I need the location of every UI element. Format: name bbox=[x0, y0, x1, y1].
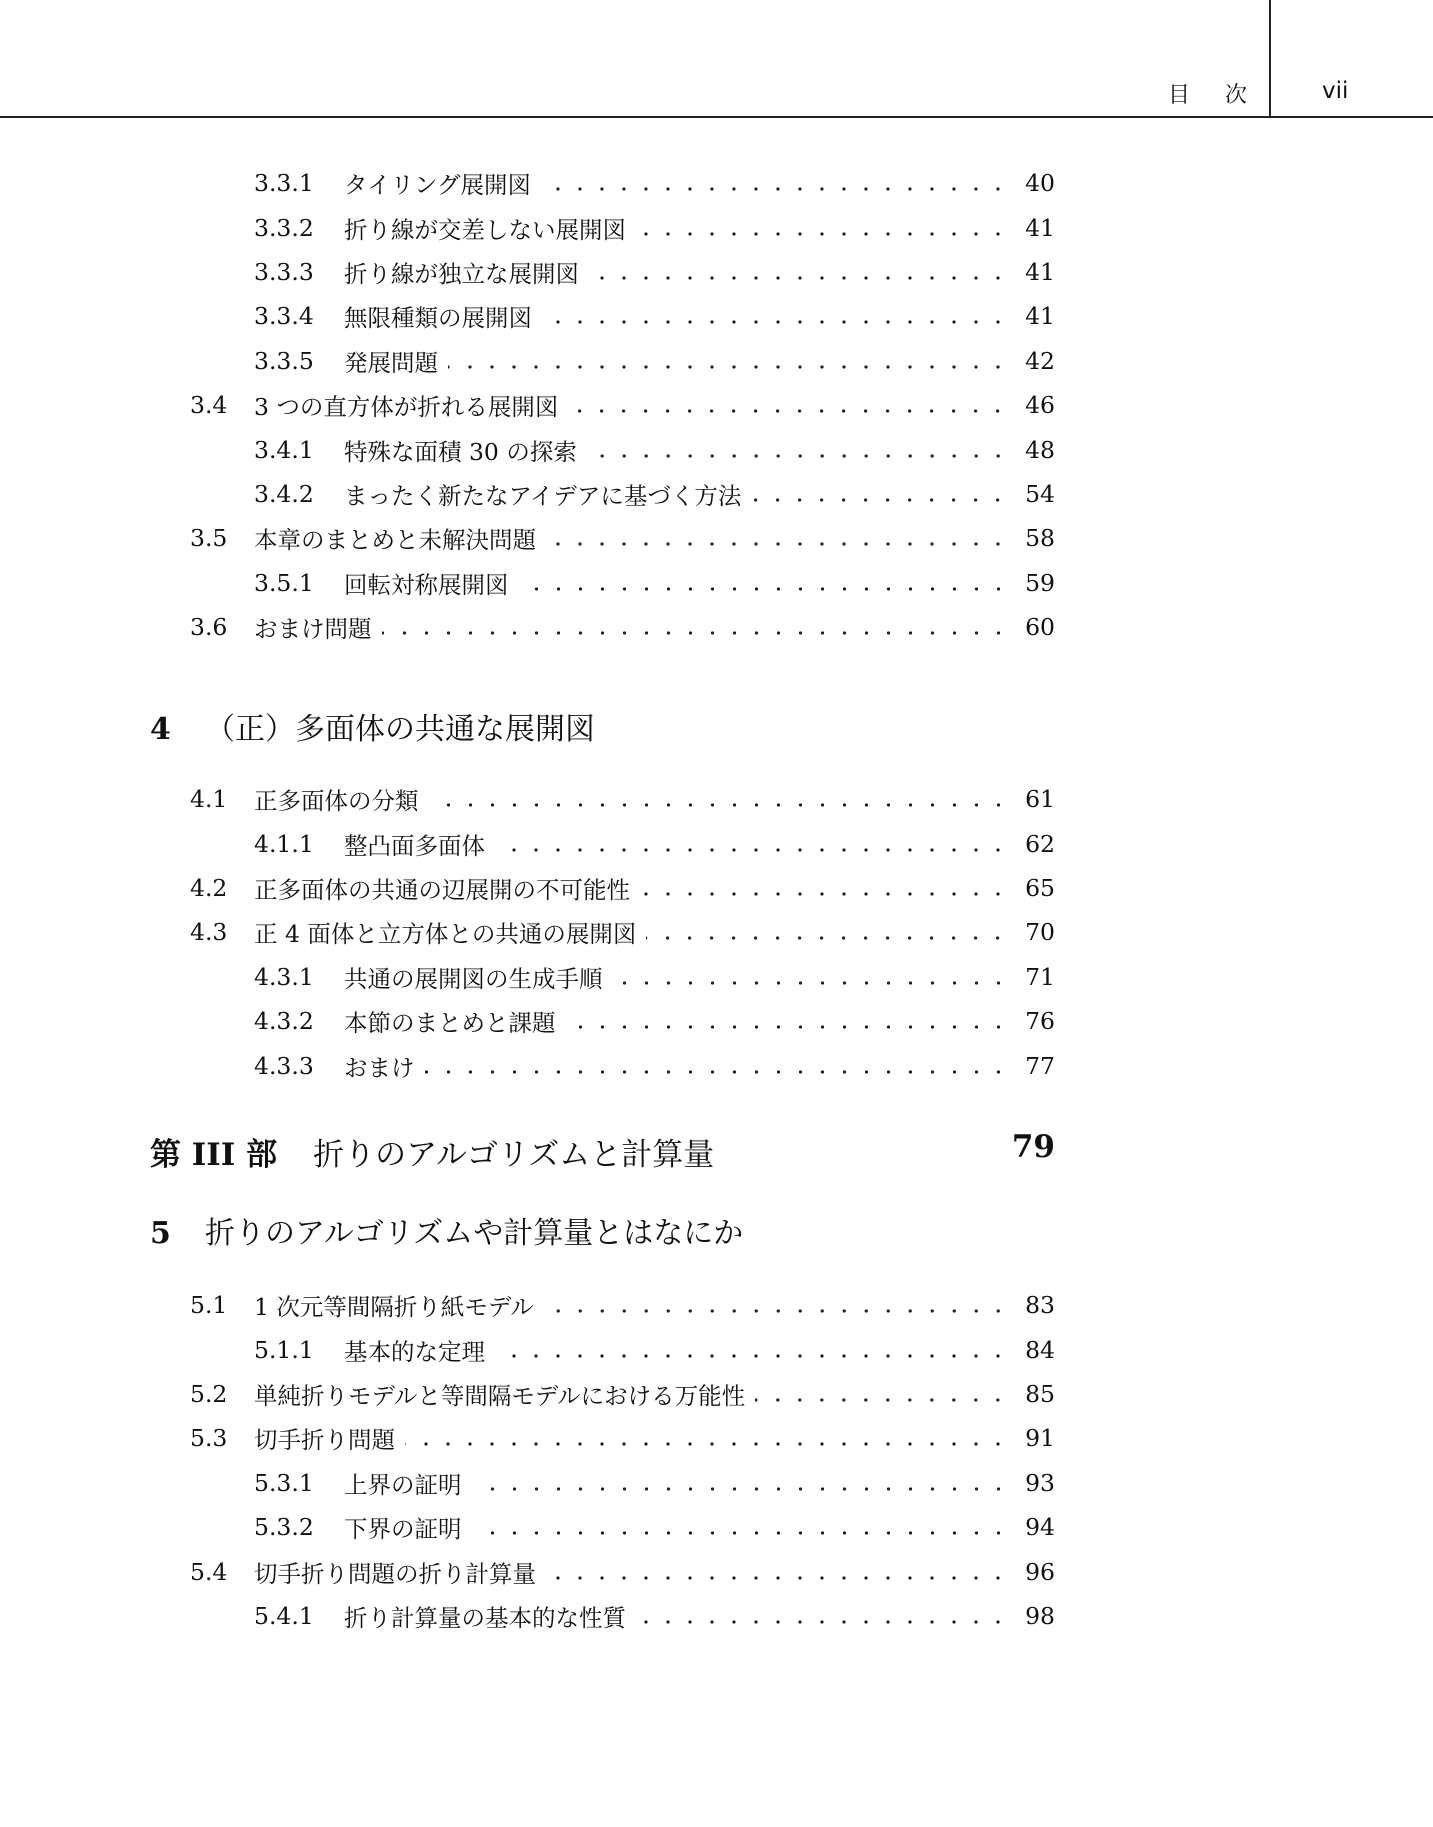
dot-leader bbox=[382, 631, 1010, 635]
toc-entry-page: 41 bbox=[1025, 302, 1055, 331]
toc-entry-page: 54 bbox=[1025, 479, 1055, 508]
toc-entry-page: 60 bbox=[1025, 613, 1055, 642]
toc-entry-number: 3.5.1 bbox=[254, 568, 314, 597]
toc-entry-page: 77 bbox=[1025, 1051, 1055, 1080]
dot-leader bbox=[425, 1070, 1010, 1074]
toc-entry-page: 65 bbox=[1025, 873, 1055, 902]
toc-group-chapter5 bbox=[150, 1283, 1055, 1638]
toc-entry-title: 発展問題 bbox=[344, 344, 444, 378]
toc-entry-number: 3.3.3 bbox=[254, 257, 314, 286]
dot-leader bbox=[405, 1442, 1009, 1446]
toc-entry-page: 61 bbox=[1025, 785, 1055, 814]
running-title: 目 次 bbox=[1168, 83, 1261, 108]
toc-entry[interactable] bbox=[150, 1594, 1055, 1638]
toc-entry-number: 3.5 bbox=[190, 524, 228, 553]
toc-entry[interactable] bbox=[150, 205, 1055, 249]
toc-entry[interactable] bbox=[150, 999, 1055, 1043]
toc-entry[interactable] bbox=[150, 561, 1055, 605]
toc-entry-title: 基本的な定理 bbox=[344, 1333, 491, 1367]
toc-entry-number: 5.1.1 bbox=[254, 1335, 314, 1364]
toc-entry-title: 本章のまとめと未解決問題 bbox=[254, 521, 542, 555]
toc-entry-number: 3.4.2 bbox=[254, 479, 314, 508]
dot-leader bbox=[472, 1487, 1010, 1491]
toc-group-chapter3 bbox=[150, 161, 1055, 649]
toc-entry[interactable] bbox=[150, 161, 1055, 205]
toc-entry[interactable] bbox=[150, 1461, 1055, 1505]
dot-leader bbox=[429, 803, 1010, 807]
toc-entry-title: 回転対称展開図 bbox=[344, 566, 515, 600]
toc-entry-number: 3.3.5 bbox=[254, 346, 314, 375]
toc-entry[interactable] bbox=[150, 516, 1055, 560]
chapter-heading-5 bbox=[150, 1208, 743, 1252]
dot-leader bbox=[495, 848, 1009, 852]
chapter-heading-4 bbox=[150, 704, 595, 748]
part-page: 79 bbox=[1011, 1129, 1055, 1165]
toc-entry[interactable] bbox=[150, 1505, 1055, 1549]
dot-leader bbox=[636, 1620, 1009, 1624]
toc-entry-title: 上界の証明 bbox=[344, 1466, 468, 1500]
dot-leader bbox=[568, 409, 1009, 413]
toc-entry[interactable] bbox=[150, 866, 1055, 910]
toc-entry-page: 85 bbox=[1025, 1379, 1055, 1408]
toc-entry[interactable] bbox=[150, 383, 1055, 427]
toc-entry-number: 5.3 bbox=[190, 1424, 228, 1453]
dot-leader bbox=[495, 1354, 1009, 1358]
toc-entry-page: 96 bbox=[1025, 1557, 1055, 1586]
toc-entry[interactable] bbox=[150, 294, 1055, 338]
part-heading-3 bbox=[150, 1129, 1055, 1174]
part-label: 第 III 部 bbox=[150, 1137, 278, 1173]
toc-entry[interactable] bbox=[150, 339, 1055, 383]
toc-entry[interactable] bbox=[150, 910, 1055, 954]
toc-entry-number: 5.3.2 bbox=[254, 1513, 314, 1542]
dot-leader bbox=[587, 454, 1009, 458]
toc-entry-title: 正多面体の共通の辺展開の不可能性 bbox=[254, 871, 636, 905]
dot-leader bbox=[751, 498, 1009, 502]
toc-entry[interactable] bbox=[150, 821, 1055, 865]
toc-entry-title: 折り線が独立な展開図 bbox=[344, 255, 585, 289]
dot-leader bbox=[636, 232, 1009, 236]
toc-entry-page: 84 bbox=[1025, 1335, 1055, 1364]
toc-entry-title: 切手折り問題の折り計算量 bbox=[254, 1555, 542, 1589]
toc-group-chapter4 bbox=[150, 777, 1055, 1088]
toc-entry[interactable] bbox=[150, 1416, 1055, 1460]
toc-entry-title: 折り計算量の基本的な性質 bbox=[344, 1599, 632, 1633]
dot-leader bbox=[544, 1309, 1009, 1313]
dot-leader bbox=[640, 892, 1009, 896]
toc-entry-title: おまけ bbox=[344, 1049, 421, 1083]
toc-entry[interactable] bbox=[150, 250, 1055, 294]
toc-entry-title: 特殊な面積 30 の探索 bbox=[344, 433, 583, 467]
toc-entry-title: 1 次元等間隔折り紙モデル bbox=[254, 1288, 540, 1322]
toc-entry-title: おまけ問題 bbox=[254, 610, 378, 644]
toc-entry-title: まったく新たなアイデアに基づく方法 bbox=[344, 477, 747, 511]
toc-entry-number: 5.2 bbox=[190, 1379, 228, 1408]
dot-leader bbox=[448, 365, 1009, 369]
toc-entry-number: 3.3.2 bbox=[254, 213, 314, 242]
toc-entry[interactable] bbox=[150, 955, 1055, 999]
toc-entry-number: 4.3.1 bbox=[254, 962, 314, 991]
toc-entry-number: 3.4 bbox=[190, 391, 228, 420]
toc-entry-page: 91 bbox=[1025, 1424, 1055, 1453]
toc-entry-number: 3.3.4 bbox=[254, 302, 314, 331]
toc-entry-number: 5.4 bbox=[190, 1557, 228, 1586]
toc-entry[interactable] bbox=[150, 1549, 1055, 1593]
toc-entry-number: 4.2 bbox=[190, 873, 228, 902]
dot-leader bbox=[542, 320, 1009, 324]
toc-entry-number: 3.3.1 bbox=[254, 169, 314, 198]
toc-entry-number: 5.3.1 bbox=[254, 1468, 314, 1497]
toc-entry-title: 無限種類の展開図 bbox=[344, 299, 538, 333]
toc-entry-number: 4.3.2 bbox=[254, 1007, 314, 1036]
toc-entry-page: 58 bbox=[1025, 524, 1055, 553]
toc-entry-title: 下界の証明 bbox=[344, 1510, 468, 1544]
toc-entry-page: 41 bbox=[1025, 257, 1055, 286]
dot-leader bbox=[546, 542, 1009, 546]
toc-entry-title: 折り線が交差しない展開図 bbox=[344, 211, 632, 245]
toc-entry-page: 41 bbox=[1025, 213, 1055, 242]
dot-leader bbox=[546, 1576, 1009, 1580]
dot-leader bbox=[589, 276, 1009, 280]
toc-entry-title: 整凸面多面体 bbox=[344, 827, 491, 861]
toc-entry-page: 59 bbox=[1025, 568, 1055, 597]
toc-entry-number: 3.6 bbox=[190, 613, 228, 642]
toc-entry-title: 正 4 面体と立方体との共通の展開図 bbox=[254, 915, 642, 949]
toc-entry-number: 3.4.1 bbox=[254, 435, 314, 464]
toc-entry-page: 40 bbox=[1025, 169, 1055, 198]
page-number: vii bbox=[1322, 78, 1349, 104]
part-title: 折りのアルゴリズムと計算量 bbox=[313, 1137, 715, 1173]
chapter-number: 5 bbox=[150, 1216, 171, 1251]
toc-entry-title: 3 つの直方体が折れる展開図 bbox=[254, 388, 564, 422]
chapter-title: 折りのアルゴリズムや計算量とはなにか bbox=[205, 1216, 744, 1251]
toc-entry-page: 83 bbox=[1025, 1291, 1055, 1320]
toc-entry[interactable] bbox=[150, 1043, 1055, 1087]
toc-entry-number: 4.3 bbox=[190, 918, 228, 947]
header-rule bbox=[0, 116, 1433, 118]
toc-entry-number: 4.1 bbox=[190, 785, 228, 814]
toc-entry-title: 本節のまとめと課題 bbox=[344, 1004, 562, 1038]
dot-leader bbox=[519, 587, 1010, 591]
toc-entry-page: 62 bbox=[1025, 829, 1055, 858]
toc-entry-number: 5.1 bbox=[190, 1291, 228, 1320]
toc-entry-title: 共通の展開図の生成手順 bbox=[344, 960, 609, 994]
toc-entry-number: 5.4.1 bbox=[254, 1601, 314, 1630]
dot-leader bbox=[541, 187, 1009, 191]
toc-entry-title: タイリング展開図 bbox=[344, 166, 537, 200]
toc-entry-page: 70 bbox=[1025, 918, 1055, 947]
header-vertical-rule bbox=[1269, 0, 1271, 118]
toc-entry-page: 46 bbox=[1025, 391, 1055, 420]
dot-leader bbox=[613, 981, 1010, 985]
dot-leader bbox=[566, 1025, 1010, 1029]
toc-entry-number: 4.3.3 bbox=[254, 1051, 314, 1080]
toc-entry[interactable] bbox=[150, 472, 1055, 516]
toc-entry-page: 94 bbox=[1025, 1513, 1055, 1542]
dot-leader bbox=[755, 1398, 1009, 1402]
dot-leader bbox=[646, 936, 1009, 940]
chapter-title: （正）多面体の共通な展開図 bbox=[205, 712, 595, 747]
toc-entry-title: 正多面体の分類 bbox=[254, 782, 425, 816]
toc-entry-number: 4.1.1 bbox=[254, 829, 314, 858]
toc-entry-title: 切手折り問題 bbox=[254, 1421, 401, 1455]
toc-entry-page: 48 bbox=[1025, 435, 1055, 464]
toc-entry[interactable] bbox=[150, 1283, 1055, 1327]
dot-leader bbox=[472, 1531, 1010, 1535]
toc-entry-page: 76 bbox=[1025, 1007, 1055, 1036]
toc-entry-page: 42 bbox=[1025, 346, 1055, 375]
chapter-number: 4 bbox=[150, 712, 171, 747]
toc-entry[interactable] bbox=[150, 1372, 1055, 1416]
toc-entry[interactable] bbox=[150, 1327, 1055, 1371]
toc-entry-page: 98 bbox=[1025, 1601, 1055, 1630]
toc-entry-title: 単純折りモデルと等間隔モデルにおける万能性 bbox=[254, 1377, 751, 1411]
toc-entry[interactable] bbox=[150, 427, 1055, 471]
toc-entry[interactable] bbox=[150, 605, 1055, 649]
toc-entry-page: 71 bbox=[1025, 962, 1055, 991]
toc-entry-page: 93 bbox=[1025, 1468, 1055, 1497]
toc-entry[interactable] bbox=[150, 777, 1055, 821]
